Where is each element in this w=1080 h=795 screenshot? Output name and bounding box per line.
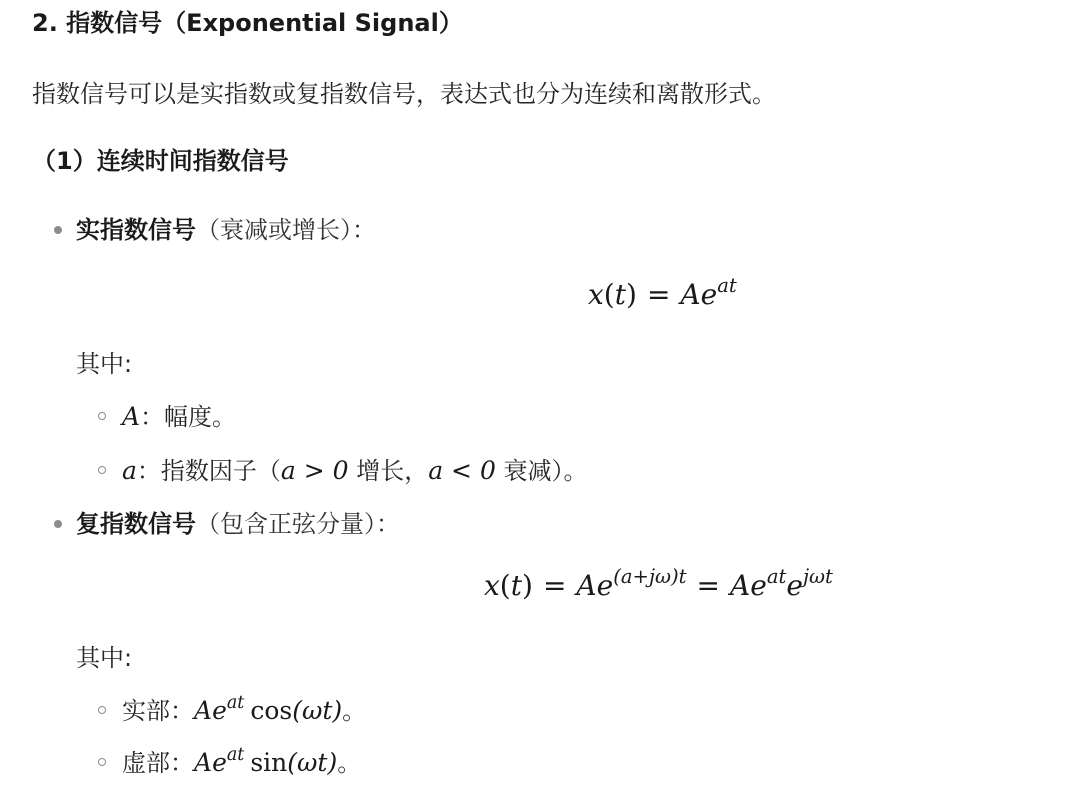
- where-label-real: 其中:: [76, 350, 133, 378]
- sub-item-amplitude: A：幅度。: [122, 404, 236, 429]
- where-label-complex: 其中:: [76, 644, 133, 672]
- section-heading: 2. 指数信号（Exponential Signal）: [32, 9, 463, 37]
- sub-bullet-ring: [98, 706, 106, 714]
- bullet-dot: [54, 226, 62, 234]
- bullet-real-exponential: [76, 218, 376, 242]
- bullet-note: （包含正弦分量）：: [196, 510, 400, 538]
- sub-item-imaginary-part: 虚部：$Ae^{at}$ sin(ωt)。: [122, 750, 361, 775]
- subsection-heading: （1）连续时间指数信号: [32, 147, 289, 175]
- bullet-note: （衰减或增长）：: [196, 216, 376, 244]
- equation-complex-exponential: $x(t) = Ae^{(a+j\omega)t} = Ae^{at}e^{j\omega t}$: [484, 564, 833, 602]
- sub-bullet-ring: [98, 412, 106, 420]
- sub-item-exponent-factor: a：指数因子（a > 0 增长，a < 0 衰减）。: [122, 458, 588, 483]
- sub-bullet-ring: [98, 466, 106, 474]
- sub-item-real-part: 实部：$Ae^{at}$ cos(ωt)。: [122, 698, 366, 723]
- bullet-label: 复指数信号: [76, 510, 196, 538]
- intro-paragraph: 指数信号可以是实指数或复指数信号，表达式也分为连续和离散形式。: [32, 80, 776, 108]
- bullet-label: 实指数信号: [76, 216, 196, 244]
- bullet-dot: [54, 520, 62, 528]
- equation-real-exponential: $x(t) = Ae^{at}$: [588, 273, 737, 311]
- bullet-complex-exponential: [76, 512, 400, 536]
- sub-bullet-ring: [98, 758, 106, 766]
